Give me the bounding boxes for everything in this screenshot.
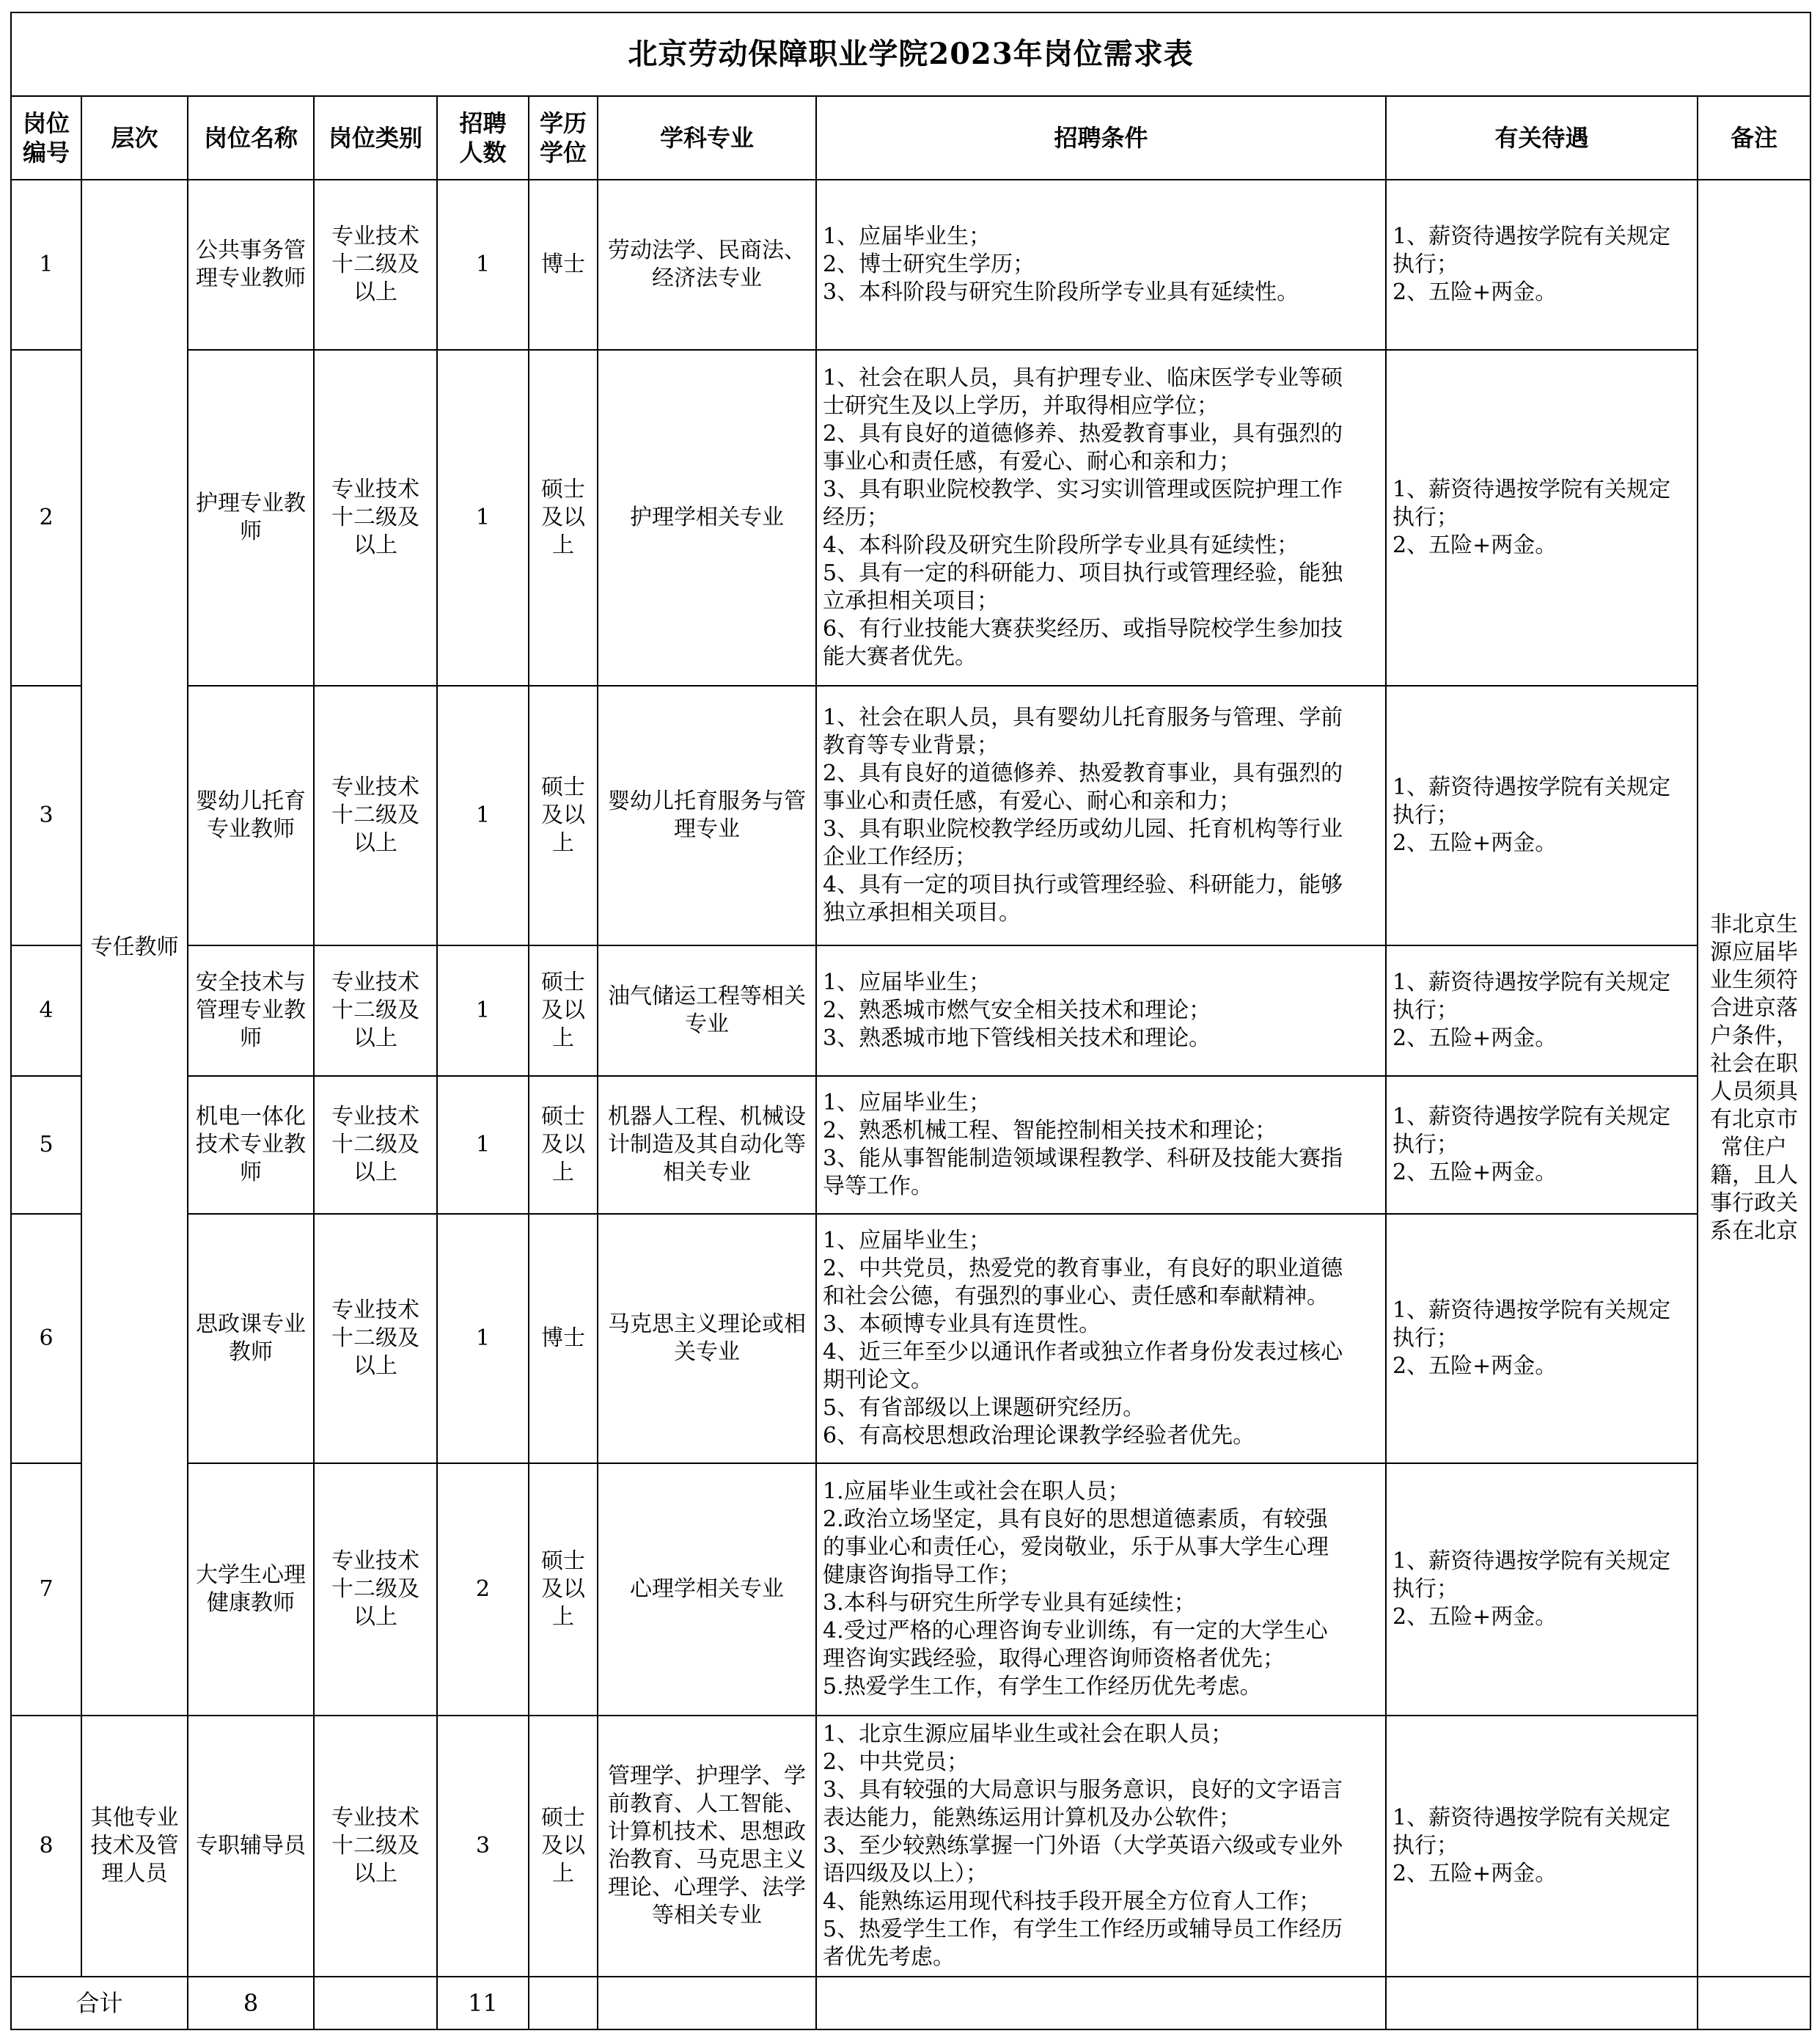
header-note: 备注 (1698, 96, 1810, 180)
total-label-cell: 合计 (11, 1977, 188, 2029)
position-name-cell: 安全技术与 管理专业教 师 (188, 945, 314, 1076)
position-name-cell: 护理专业教 师 (188, 350, 314, 686)
position-name-cell: 机电一体化 技术专业教 师 (188, 1076, 314, 1214)
position-id-cell: 5 (11, 1076, 81, 1214)
treatment-cell: 1、薪资待遇按学院有关规定 执行； 2、五险+两金。 (1386, 1076, 1698, 1214)
position-id-cell: 4 (11, 945, 81, 1076)
header-level: 层次 (81, 96, 188, 180)
position-demand-table (10, 12, 1811, 2030)
treatment-cell: 1、薪资待遇按学院有关规定 执行； 2、五险+两金。 (1386, 686, 1698, 945)
table-row (11, 1463, 1810, 1716)
position-category-cell: 专业技术 十二级及 以上 (314, 945, 437, 1076)
degree-cell: 硕士 及以 上 (529, 686, 598, 945)
requirements-cell: 1、社会在职人员，具有护理专业、临床医学专业等硕 士研究生及以上学历，并取得相应学位； 2、具有良好的道德修养、热爱教育事业，具有强烈的 事业心和责任感，有爱心、耐心和亲和力； 3、具有职业院校教学、实习实训管理或医院护理工作 经历； 4、本科阶段及研究生阶段所学专业具有延续性； 5、具有一定的科研能力、项目执行或管理经验，能独 立承担相关项目； 6、有行业技能大赛获奖经历、或指导院校学生参加技 能大赛者优先。 (816, 350, 1386, 686)
header-degree: 学历 学位 (529, 96, 598, 180)
position-id-cell: 2 (11, 350, 81, 686)
header-row (11, 96, 1810, 180)
degree-cell: 博士 (529, 1214, 598, 1463)
degree-cell: 硕士 及以 上 (529, 945, 598, 1076)
treatment-cell: 1、薪资待遇按学院有关规定 执行； 2、五险+两金。 (1386, 1716, 1698, 1977)
hiring-count-cell: 1 (437, 1076, 529, 1214)
header-category: 岗位类别 (314, 96, 437, 180)
requirements-cell: 1.应届毕业生或社会在职人员； 2.政治立场坚定，具有良好的思想道德素质，有较强 的事业心和责任心，爱岗敬业，乐于从事大学生心理 健康咨询指导工作； 3.本科与研究生所学专业具有延续性； 4.受过严格的心理咨询专业训练，有一定的大学生心 理咨询实践经验，取得心理咨询师资格者优先； 5.热爱学生工作，有学生工作经历优先考虑。 (816, 1463, 1386, 1716)
position-name-cell: 大学生心理 健康教师 (188, 1463, 314, 1716)
position-id-cell: 3 (11, 686, 81, 945)
total-empty-cell (314, 1977, 437, 2029)
position-category-cell: 专业技术 十二级及 以上 (314, 180, 437, 350)
position-name-cell: 公共事务管 理专业教师 (188, 180, 314, 350)
header-treatment: 有关待遇 (1386, 96, 1698, 180)
major-cell: 心理学相关专业 (598, 1463, 816, 1716)
header-id: 岗位 编号 (11, 96, 81, 180)
total-people-cell: 11 (437, 1977, 529, 2029)
position-category-cell: 专业技术 十二级及 以上 (314, 1076, 437, 1214)
total-positions-cell: 8 (188, 1977, 314, 2029)
note-cell: 非北京生 源应届毕 业生须符 合进京落 户条件， 社会在职 人员须具 有北京市 常住户 籍，且人 事行政关 系在北京 (1698, 180, 1810, 1977)
degree-cell: 硕士 及以 上 (529, 1463, 598, 1716)
hiring-count-cell: 1 (437, 945, 529, 1076)
sheet-title: 北京劳动保障职业学院2023年岗位需求表 (11, 12, 1810, 96)
degree-cell: 博士 (529, 180, 598, 350)
position-id-cell: 6 (11, 1214, 81, 1463)
degree-cell: 硕士 及以 上 (529, 350, 598, 686)
major-cell: 婴幼儿托育服务与管 理专业 (598, 686, 816, 945)
table-row (11, 686, 1810, 945)
total-empty-cell (1386, 1977, 1698, 2029)
table-row (11, 945, 1810, 1076)
header-major: 学科专业 (598, 96, 816, 180)
position-category-cell: 专业技术 十二级及 以上 (314, 686, 437, 945)
hiring-count-cell: 3 (437, 1716, 529, 1977)
position-demand-sheet (10, 12, 1810, 2030)
total-empty-cell (1698, 1977, 1810, 2029)
position-category-cell: 专业技术 十二级及 以上 (314, 350, 437, 686)
major-cell: 机器人工程、机械设 计制造及其自动化等 相关专业 (598, 1076, 816, 1214)
hiring-count-cell: 1 (437, 686, 529, 945)
hiring-count-cell: 1 (437, 1214, 529, 1463)
requirements-cell: 1、应届毕业生； 2、熟悉城市燃气安全相关技术和理论； 3、熟悉城市地下管线相关技术和理论。 (816, 945, 1386, 1076)
treatment-cell: 1、薪资待遇按学院有关规定 执行； 2、五险+两金。 (1386, 350, 1698, 686)
requirements-cell: 1、北京生源应届毕业生或社会在职人员； 2、中共党员； 3、具有较强的大局意识与服务意识，良好的文字语言 表达能力，能熟练运用计算机及办公软件； 3、至少较熟练掌握一门外语（大学英语六级或专业外 语四级及以上）； 4、能熟练运用现代科技手段开展全方位育人工作； 5、热爱学生工作，有学生工作经历或辅导员工作经历 者优先考虑。 (816, 1716, 1386, 1977)
position-id-cell: 8 (11, 1716, 81, 1977)
position-id-cell: 7 (11, 1463, 81, 1716)
treatment-cell: 1、薪资待遇按学院有关规定 执行； 2、五险+两金。 (1386, 180, 1698, 350)
table-row (11, 1716, 1810, 1977)
position-id-cell: 1 (11, 180, 81, 350)
position-name-cell: 专职辅导员 (188, 1716, 314, 1977)
major-cell: 护理学相关专业 (598, 350, 816, 686)
position-name-cell: 思政课专业 教师 (188, 1214, 314, 1463)
treatment-cell: 1、薪资待遇按学院有关规定 执行； 2、五险+两金。 (1386, 945, 1698, 1076)
hiring-count-cell: 1 (437, 350, 529, 686)
treatment-cell: 1、薪资待遇按学院有关规定 执行； 2、五险+两金。 (1386, 1214, 1698, 1463)
major-cell: 劳动法学、民商法、 经济法专业 (598, 180, 816, 350)
degree-cell: 硕士 及以 上 (529, 1076, 598, 1214)
position-category-cell: 专业技术 十二级及 以上 (314, 1716, 437, 1977)
major-cell: 油气储运工程等相关 专业 (598, 945, 816, 1076)
hiring-count-cell: 1 (437, 180, 529, 350)
table-row (11, 1076, 1810, 1214)
requirements-cell: 1、应届毕业生； 2、博士研究生学历； 3、本科阶段与研究生阶段所学专业具有延续性。 (816, 180, 1386, 350)
hiring-count-cell: 2 (437, 1463, 529, 1716)
degree-cell: 硕士 及以 上 (529, 1716, 598, 1977)
level-cell-other-staff: 其他专业 技术及管 理人员 (81, 1716, 188, 1977)
header-requirements: 招聘条件 (816, 96, 1386, 180)
title-row (11, 12, 1810, 96)
level-cell-teachers: 专任教师 (81, 180, 188, 1716)
position-category-cell: 专业技术 十二级及 以上 (314, 1463, 437, 1716)
treatment-cell: 1、薪资待遇按学院有关规定 执行； 2、五险+两金。 (1386, 1463, 1698, 1716)
table-row (11, 1214, 1810, 1463)
total-empty-cell (529, 1977, 598, 2029)
requirements-cell: 1、社会在职人员，具有婴幼儿托育服务与管理、学前 教育等专业背景； 2、具有良好的道德修养、热爱教育事业，具有强烈的 事业心和责任感，有爱心、耐心和亲和力； 3、具有职业院校教学经历或幼儿园、托育机构等行业 企业工作经历； 4、具有一定的项目执行或管理经验、科研能力，能够 独立承担相关项目。 (816, 686, 1386, 945)
major-cell: 管理学、护理学、学 前教育、人工智能、 计算机技术、思想政 治教育、马克思主义 理论、心理学、法学 等相关专业 (598, 1716, 816, 1977)
major-cell: 马克思主义理论或相 关专业 (598, 1214, 816, 1463)
position-name-cell: 婴幼儿托育 专业教师 (188, 686, 314, 945)
header-name: 岗位名称 (188, 96, 314, 180)
table-row (11, 350, 1810, 686)
position-category-cell: 专业技术 十二级及 以上 (314, 1214, 437, 1463)
total-empty-cell (598, 1977, 816, 2029)
table-row (11, 180, 1810, 350)
requirements-cell: 1、应届毕业生； 2、中共党员，热爱党的教育事业，有良好的职业道德 和社会公德，有强烈的事业心、责任感和奉献精神。 3、本硕博专业具有连贯性。 4、近三年至少以通讯作者或独立作者身份发表过核心 期刊论文。 5、有省部级以上课题研究经历。 6、有高校思想政治理论课教学经验者优先。 (816, 1214, 1386, 1463)
total-row (11, 1977, 1810, 2029)
requirements-cell: 1、应届毕业生； 2、熟悉机械工程、智能控制相关技术和理论； 3、能从事智能制造领域课程教学、科研及技能大赛指 导等工作。 (816, 1076, 1386, 1214)
total-empty-cell (816, 1977, 1386, 2029)
header-count: 招聘 人数 (437, 96, 529, 180)
